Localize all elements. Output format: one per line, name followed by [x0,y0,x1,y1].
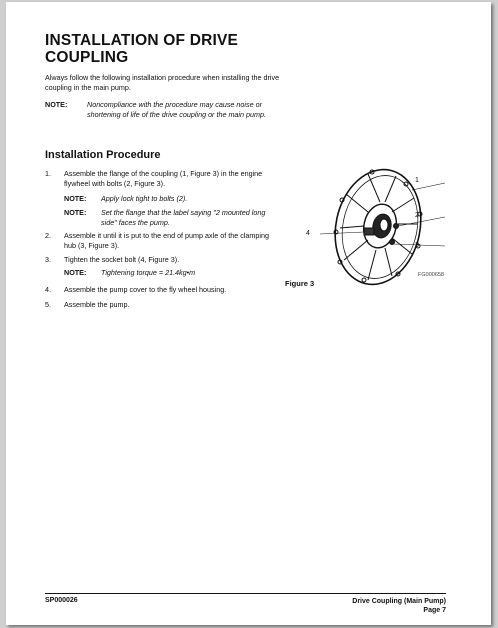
document-page [6,2,491,625]
step-text: Tighten the socket bolt (4, Figure 3). [64,255,180,264]
callout-1: 1 [415,177,419,184]
drive-coupling-figure [306,162,486,292]
note-label: NOTE: [64,194,87,203]
callout-3: 3 [415,242,419,249]
step-number: 5. [45,300,51,309]
step-number: 4. [45,285,51,294]
footer-doc-id: SP000026 [45,597,78,604]
note-text: Set the flange that the label saying "2 mounted long side" faces the pump. [101,208,266,227]
figure-code: FG000658 [418,272,444,278]
footer-info [352,597,446,615]
note-label: NOTE: [45,100,68,109]
step-text: Assemble the pump. [64,300,130,309]
step-text: Assemble it until it is put to the end of pump axle of the clamping hub (3, Figure 3). [64,231,269,250]
note-text: Apply lock tight to bolts (2). [101,194,188,203]
procedure-heading: Installation Procedure [45,149,161,161]
callout-4: 4 [306,230,310,237]
step-text: Assemble the pump cover to the fly wheel housing. [64,285,227,294]
note-label: NOTE: [64,208,87,217]
step-number: 2. [45,231,51,240]
note-text: Tightening torque = 21.4kg•m [101,268,196,277]
footer-divider [45,593,446,594]
intro-paragraph: Always follow the following installation procedure when installing the drive coupling in the main pump. [45,73,280,92]
step-text: Assemble the flange of the coupling (1, Figure 3) in the engine flywheel with bolts (2, Figure 3). [64,169,263,188]
page-title: INSTALLATION OF DRIVE COUPLING [45,32,239,66]
callout-2: 2 [415,212,419,219]
note-text: Noncompliance with the procedure may cause noise or shortening of life of the drive coupling or the main pump. [87,100,266,119]
step-number: 1. [45,169,51,178]
footer-page-number: Page 7 [423,607,446,614]
note-label: NOTE: [64,268,87,277]
footer-section-title: Drive Coupling (Main Pump) [352,598,446,605]
step-number: 3. [45,255,51,264]
figure-caption: Figure 3 [285,279,315,288]
